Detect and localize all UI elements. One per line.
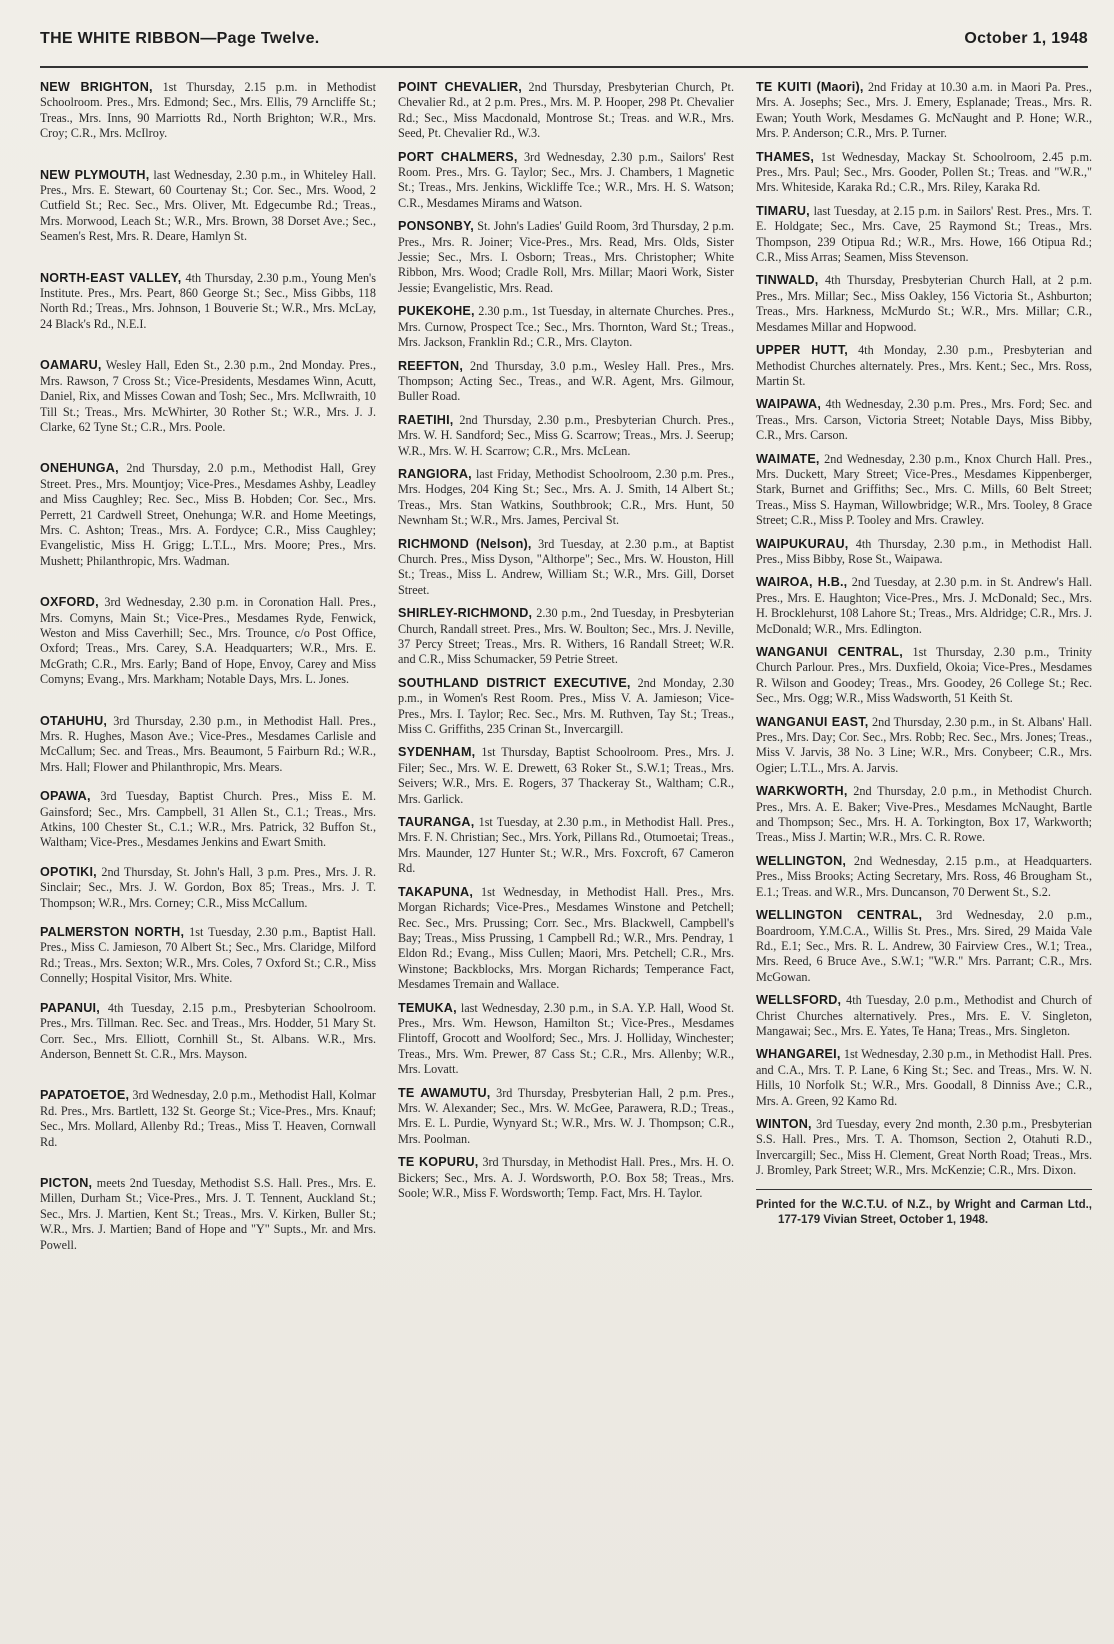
branch-name: OTAHUHU, xyxy=(40,713,108,728)
branch-name: PAPANUI, xyxy=(40,1000,100,1015)
branch-name: WELLINGTON, xyxy=(756,853,847,868)
branch-entry xyxy=(40,1088,376,1150)
branch-entry xyxy=(398,537,734,599)
branch-details: 2nd Thursday, 2.0 p.m., in Methodist Church. Pres., Mrs. A. E. Baker; Vive-Pres., Mesdames McNaught, Bartle and Thompson; Sec., Mrs. H. A. Torkington, Box 17, Warkworth; Treas., Miss J. Martin; W.R., Mrs. C. R. Rowe. xyxy=(756,784,1092,845)
branch-entry xyxy=(40,714,376,776)
branch-entry xyxy=(756,1047,1092,1109)
branch-name: POINT CHEVALIER, xyxy=(398,80,522,94)
branch-entry xyxy=(40,358,376,435)
printer-imprint: Printed for the W.C.T.U. of N.Z., by Wright and Carman Ltd., 177-179 Vivian Street, October 1, 1948. xyxy=(756,1198,1092,1226)
branch-name: TE KUITI (Maori), xyxy=(756,80,864,94)
branch-entry xyxy=(756,715,1092,777)
branch-entry xyxy=(756,150,1092,196)
branch-name: UPPER HUTT, xyxy=(756,343,848,358)
branch-details: 4th Monday, 2.30 p.m., Presbyterian and Methodist Churches alternately. Pres., Mrs. Kent.; Sec., Mrs. Ross, Martin St. xyxy=(756,343,1092,388)
column-1 xyxy=(40,80,376,1636)
branch-details: 2.30 p.m., 2nd Tuesday, in Presbyterian Church, Randall street. Pres., Mrs. W. Boulton; Sec., Mrs. J. Neville, 37 Percy Street; Treas., Mrs. R. Withers, 16 Randall Street; W.R. and C.R., Miss Schumacker, 59 Petrie Street. xyxy=(398,606,734,667)
branch-entry xyxy=(756,645,1092,707)
branch-entry xyxy=(40,1001,376,1063)
branch-entry xyxy=(398,1155,734,1201)
branch-details: 2.30 p.m., 1st Tuesday, in alternate Churches. Pres., Mrs. Curnow, Prospect Tce.; Sec., Mrs. Thornton, Ward St.; Treas., Mrs. Jackson, Franklin Rd.; C.R., Mrs. Clayton. xyxy=(398,304,734,350)
branch-entry xyxy=(398,606,734,668)
branch-name: WAIPUKURAU, xyxy=(756,536,849,551)
branch-entry xyxy=(398,150,734,212)
branch-details: 3rd Wednesday, 2.0 p.m., Methodist Hall, Kolmar Rd. Pres., Mrs. Bartlett, 132 St. George St.; Vice-Pres., Mrs. Knauf; Sec., Mrs. Mollard, Allenby Rd.; Treas., Miss T. Heaven, Cornwall Rd. xyxy=(40,1088,376,1149)
branch-details: last Wednesday, 2.30 p.m., in Whiteley Hall. Pres., Mrs. E. Stewart, 60 Courtenay St.; Cor. Sec., Mrs. Wood, 2 Cutfield St.; Rec. Sec., Mrs. Oliver, Mt. Edgecumbe Rd.; Treas., Mrs. Morwood, Leach St.; W.R., Mrs. Brown, 38 Dorset Ave.; Sec., Seamen's Rest, Mrs. R. Deare, Hamlyn St. xyxy=(40,167,376,244)
branch-details: 1st Wednesday, Mackay St. Schoolroom, 2.45 p.m. Pres., Mrs. Paul; Sec., Mrs. Gooder, Pollen St.; Treas. and "W.R.," Mrs. Whiteside, Karaka Rd.; C.R., Mrs. Riley, Karaka Rd. xyxy=(756,149,1092,195)
branch-name: OPAWA, xyxy=(40,789,91,804)
branch-entry xyxy=(398,815,734,877)
branch-details: Wesley Hall, Eden St., 2.30 p.m., 2nd Monday. Pres., Mrs. Rawson, 7 Cross St.; Vice-Presidents, Mesdames Winn, Acutt, Daniel, Rix, and Misses Cowan and Tosh; Sec., Mrs. McIlwraith, 10 Till St.; Treas., Mrs. McWhirter, 30 Rother St.; W.R., Mrs. J. J. Clarke, 62 Tyne St.; C.R., Mrs. Poole. xyxy=(40,358,376,434)
branch-name: WAIROA, H.B., xyxy=(756,575,848,590)
branch-name: TAKAPUNA, xyxy=(398,884,474,899)
branch-name: NEW BRIGHTON, xyxy=(40,80,153,94)
branch-name: REEFTON, xyxy=(398,358,464,373)
branch-entry xyxy=(398,80,734,142)
branch-details: St. John's Ladies' Guild Room, 3rd Thursday, 2 p.m. Pres., Mrs. R. Joiner; Vice-Pres., Mrs. Read, Mrs. Olds, Sister Jessie; Sec., Mrs. I. Osborn; Treas., Mrs. Christopher; White Ribbon, Mrs. Wood; Cradle Roll, Mrs. Millar; Maori Work, Sister Jessie; Evangelistic, Mrs. Read. xyxy=(398,219,734,295)
branch-details: last Tuesday, at 2.15 p.m. in Sailors' Rest. Pres., Mrs. T. E. Holdgate; Sec., Mrs. Cave, 25 Raymond St.; Treas., Mrs. Thompson, 239 Otipua Rd.; W.R., Mrs. Howe, 166 Otipua Rd.; C.R., Miss Arras; Seamen, Miss Stevenson. xyxy=(756,203,1092,265)
column-3-entries xyxy=(756,80,1092,1179)
branch-name: WANGANUI EAST, xyxy=(756,714,869,729)
branch-entry xyxy=(398,676,734,738)
branch-details: 3rd Thursday, 2.30 p.m., in Methodist Hall. Pres., Mrs. R. Hughes, Mason Ave.; Vice-Pres., Mesdames Carlisle and McCallum; Sec. and Treas., Mrs. Beaumont, 5 Fairburn Rd.; W.R., Mrs. Hall; Flower and Philanthropic, Mrs. Mears. xyxy=(40,713,376,774)
branch-entry xyxy=(398,885,734,993)
branch-entry xyxy=(40,1176,376,1253)
branch-entry xyxy=(398,304,734,350)
branch-details: 2nd Wednesday, 2.15 p.m., at Headquarters. Pres., Miss Brooks; Acting Secretary, Mrs. Ross, 46 Brougham St., E.1.; Treas. and W.R., Mrs. Duncanson, 70 Derwent St., S.2. xyxy=(756,853,1092,899)
branch-name: WELLSFORD, xyxy=(756,993,842,1008)
branch-details: 4th Tuesday, 2.0 p.m., Methodist and Church of Christ Churches alternatively. Pres., Mrs. E. V. Singleton, Mangawai; Sec., Mrs. E. Yates, Te Hana; Treas., Mrs. Singleton. xyxy=(756,993,1092,1038)
branch-details: 1st Tuesday, 2.30 p.m., Baptist Hall. Pres., Miss C. Jamieson, 70 Albert St.; Sec., Mrs. Claridge, Milford Rd.; Treas., Mrs. Sexton; W.R., Mrs. Coles, 7 Oxford St.; C.R., Miss Connelly; Hospital Visitor, Mrs. White. xyxy=(40,925,376,986)
branch-name: RICHMOND (Nelson), xyxy=(398,536,532,551)
branch-details: 1st Thursday, Baptist Schoolroom. Pres., Mrs. J. Filer; Sec., Mrs. W. E. Drewett, 63 Roker St., S.W.1; Treas., Mrs. Seivers; W.R., Mrs. E. Rogers, 37 Thackeray St., Waltham; C.R., Mrs. Garlick. xyxy=(398,745,734,806)
branch-entry xyxy=(40,271,376,333)
branch-name: RAETIHI, xyxy=(398,412,454,427)
branch-name: SHIRLEY-RICHMOND, xyxy=(398,606,533,621)
branch-name: ONEHUNGA, xyxy=(40,461,119,476)
branch-name: OAMARU, xyxy=(40,358,102,373)
branch-name: PALMERSTON NORTH, xyxy=(40,925,185,940)
branch-name: PORT CHALMERS, xyxy=(398,149,518,164)
branch-details: 4th Tuesday, 2.15 p.m., Presbyterian Schoolroom. Pres., Mrs. Tillman. Rec. Sec. and Treas., Mrs. Hodder, 51 Mary St. Corr. Sec., Mrs. Elliott, Cornhill St., St. Albans. W.R., Mrs. Anderson, Bennett St. C.R., Mrs. Mayson. xyxy=(40,1000,376,1061)
branch-name: OXFORD, xyxy=(40,595,99,610)
branch-details: 2nd Thursday, 3.0 p.m., Wesley Hall. Pres., Mrs. Thompson; Acting Sec., Treas., and W.R. Agent, Mrs. Gilmour, Buller Road. xyxy=(398,358,734,404)
branch-details: 3rd Tuesday, Baptist Church. Pres., Miss E. M. Gainsford; Sec., Mrs. Campbell, 31 Allen St., C.1.; Treas., Mrs. Atkins, 100 Chester St., C.1.; W.R., Mrs. Patrick, 32 Buffon St., Waltham; Vice-Pres., Mesdames Jenkins and Ewart Smith. xyxy=(40,789,376,850)
branch-name: OPOTIKI, xyxy=(40,864,97,879)
branch-entry xyxy=(40,80,376,142)
branch-details: 4th Thursday, 2.30 p.m., in Methodist Hall. Pres., Miss Bibby, Rose St., Waipawa. xyxy=(756,536,1092,566)
branch-entry xyxy=(756,537,1092,568)
branch-entry xyxy=(756,784,1092,846)
branch-entry xyxy=(756,993,1092,1039)
branch-name: SYDENHAM, xyxy=(398,745,476,760)
branch-name: NEW PLYMOUTH, xyxy=(40,167,150,182)
branch-entry xyxy=(398,413,734,459)
branch-entry xyxy=(40,865,376,911)
branch-details: 2nd Thursday, 2.30 p.m., in St. Albans' Hall. Pres., Mrs. Day; Cor. Sec., Mrs. Robb; Rec. Sec., Mrs. Jones; Treas., Miss V. Jarvis, 38 No. 3 Line; W.R., Mrs. Conybeer; C.R., Mrs. Ogier; L.T.L., Mrs. A. Jarvis. xyxy=(756,714,1092,775)
branch-details: 2nd Monday, 2.30 p.m., in Women's Rest Room. Pres., Miss V. A. Jamieson; Vice-Pres., Mrs. I. Taylor; Rec. Sec., Mrs. M. Ruthven, Tay St.; Treas., Miss C. Griffiths, 235 Crinan St., Invercargill. xyxy=(398,675,734,737)
header-date: October 1, 1948 xyxy=(964,30,1088,47)
branch-entry xyxy=(756,1117,1092,1179)
branch-name: WAIMATE, xyxy=(756,451,820,466)
branch-details: 4th Thursday, 2.30 p.m., Young Men's Institute. Pres., Mrs. Peart, 860 George St.; Sec., Miss Gibbs, 118 North Rd.; Treas., Mrs. Johnson, 1 Bouverie St.; W.R., Mrs. McLay, 24 Black's Rd., N.E.I. xyxy=(40,270,376,331)
branch-entry xyxy=(40,925,376,987)
branch-entry xyxy=(756,204,1092,266)
branch-details: last Friday, Methodist Schoolroom, 2.30 p.m. Pres., Mrs. Hodges, 204 King St.; Sec., Mrs. A. J. Smith, 14 Albert St.; Treas., Mrs. Stan Watkins, Southbrook; C.R., Mrs. Hunt, 50 Newnham St.; W.R., Mrs. James, Percival St. xyxy=(398,466,734,528)
branch-entry xyxy=(756,273,1092,335)
branch-details: 1st Wednesday, 2.30 p.m., in Methodist Hall. Pres. and C.A., Mrs. T. P. Lane, 6 King St.; Sec. and Treas., Mrs. W. N. Hills, 10 Norfolk St.; W.R., Mrs. Goodall, 8 Dinniss Ave.; C.R., Mrs. A. Green, 92 Kamo Rd. xyxy=(756,1047,1092,1108)
branch-details: 3rd Thursday, in Methodist Hall. Pres., Mrs. H. O. Bickers; Sec., Mrs. A. J. Wordsworth, P.O. Box 58; Treas., Mrs. Soole; W.R., Miss F. Wordsworth; Temp. Fact, Mrs. H. Taylor. xyxy=(398,1155,734,1200)
branch-name: WARKWORTH, xyxy=(756,784,848,799)
branch-name: THAMES, xyxy=(756,149,815,164)
column-2 xyxy=(398,80,734,1636)
branch-details: 2nd Thursday, 2.0 p.m., Methodist Hall, Grey Street. Pres., Mrs. Mountjoy; Vice-Pres., Mesdames Ashby, Leadley and Miss Caughley; Rec. Sec., Miss B. Hobden; Cor. Sec., Mrs. Perrett, 21 Cardwell Street, Onehunga; W.R. and Home Meetings, Mrs. C. Ashton; Treas., Mrs. A. Fordyce; C.R., Miss Caughley; Evangelistic, Miss H. Grigg; L.T.L., Mrs. Moore; Pres., Mrs. Mushett; Philanthropic, Mrs. Wadman. xyxy=(40,461,376,568)
branch-name: WELLINGTON CENTRAL, xyxy=(756,908,923,923)
page-header xyxy=(40,30,1088,54)
branch-entry xyxy=(756,908,1092,985)
column-3 xyxy=(756,80,1092,1636)
branch-name: WANGANUI CENTRAL, xyxy=(756,645,903,659)
branch-entry xyxy=(756,575,1092,637)
branch-name: NORTH-EAST VALLEY, xyxy=(40,270,182,285)
header-title: THE WHITE RIBBON—Page Twelve. xyxy=(40,30,320,47)
branch-details: 1st Wednesday, in Methodist Hall. Pres., Mrs. Morgan Richards; Vice-Pres., Mesdames Winstone and Petchell; Rec. Sec., Mrs. Prussing; Corr. Sec., Mrs. Blackwell, Campbell's Bay; Treas., Miss Prussing, 1 Campbell Rd.; W.R., Mrs. Pendray, 1 Eldon Rd.; Evang., Miss Cullen; Maori, Mrs. Petchell; C.R., Mrs. Winstone; Backblocks, Mrs. Morgan Richards; Temperance Fact, Mesdames Tremain and Wallace. xyxy=(398,884,734,992)
branch-name: TEMUKA, xyxy=(398,1000,457,1015)
branch-name: WAIPAWA, xyxy=(756,397,822,412)
branch-details: 3rd Wednesday, 2.0 p.m., Boardroom, Y.M.C.A., Willis St. Pres., Mrs. Sired, 29 Maida Vale Rd., E.1; Sec., Mrs. R. L. Andrew, 30 Fairview Cres., W.1; Trea., Mrs. Reed, 6 Bruce Ave., S.W.1; "W.R." Mrs. Parrant; C.R., Mrs. McGowan. xyxy=(756,908,1092,984)
branch-name: SOUTHLAND DISTRICT EXECUTIVE, xyxy=(398,675,631,690)
branch-name: TINWALD, xyxy=(756,273,819,288)
branch-entry xyxy=(40,595,376,687)
branch-name: TIMARU, xyxy=(756,203,810,218)
imprint-rule xyxy=(756,1189,1092,1190)
branch-details: 3rd Wednesday, 2.30 p.m. in Coronation Hall. Pres., Mrs. Comyns, Main St.; Vice-Pres., Mesdames Ryde, Fenwick, Weston and Miss Caverhill; Sec., Mrs. Trounce, c/o Post Office, Oxford; Treas., Mrs. Carey, S.A. Headquarters; W.R., Mrs. E. McGrath; C.R., Mrs. Early; Band of Hope, Envoy, Carey and Miss Comyns; Evang., Mrs. Markham; Notable Days, Mrs. L. Jones. xyxy=(40,595,376,687)
branch-name: TAURANGA, xyxy=(398,815,475,830)
branch-entry xyxy=(398,467,734,529)
branch-details: 1st Tuesday, at 2.30 p.m., in Methodist Hall. Pres., Mrs. F. N. Christian; Sec., Mrs. York, Pillans Rd., Otumoetai; Treas., Mrs. Maunder, 127 Hunter St.; W.R., Mrs. Foxcroft, 67 Cameron Rd. xyxy=(398,815,734,876)
branch-entry xyxy=(40,168,376,245)
branch-entry xyxy=(40,789,376,851)
branch-details: 3rd Thursday, Presbyterian Hall, 2 p.m. Pres., Mrs. W. Alexander; Sec., Mrs. W. McGee, Parawera, R.D.; Treas., Mrs. E. L. Purdie, Wynyard St.; W.R., Mrs. W. J. Thompson; C.R., Mrs. Poolman. xyxy=(398,1085,734,1146)
branch-details: 2nd Wednesday, 2.30 p.m., Knox Church Hall. Pres., Mrs. Duckett, Mary Street; Vice-Pres., Mesdames Kippenberger, Stark, Burnet and Griffiths; Sec., Mrs. C. Mills, 60 Belt Street; Treas., Miss S. Hayman, Willowbridge; W.R., Mrs. Tooley, 8 Grace Street; C.R., Miss P. Tooley and Mrs. Crawley. xyxy=(756,451,1092,528)
branch-name: TE AWAMUTU, xyxy=(398,1085,491,1100)
branch-entry xyxy=(756,343,1092,389)
branch-details: 2nd Thursday, Presbyterian Church, Pt. Chevalier Rd., at 2 p.m. Pres., Mrs. M. P. Hooper, 298 Pt. Chevalier Rd.; Sec., Miss Macdonald, Montrose St.; Treas. and W.R., Mrs. Seed, Pt. Chevalier Rd., W.3. xyxy=(398,80,734,141)
branch-entry xyxy=(398,219,734,296)
branch-details: 2nd Tuesday, at 2.30 p.m. in St. Andrew's Hall. Pres., Mrs. E. Haughton; Vice-Pres., Mrs. J. McDonald; Sec., Mrs. H. Brocklehurst, 108 Lahore St.; Treas., Mrs. Aldridge; C.R., Mrs. J. McDonald; W.R., Mrs. Edlington. xyxy=(756,575,1092,636)
branch-name: PAPATOETOE, xyxy=(40,1088,130,1103)
branch-details: 3rd Tuesday, at 2.30 p.m., at Baptist Church. Pres., Miss Dyson, "Althorpe"; Sec., Mrs. W. Houston, Hill St.; Treas., Miss L. Andrew, William St.; W.R., Mrs. Gill, Dorset Street. xyxy=(398,536,734,597)
header-rule xyxy=(40,66,1088,68)
branch-entry xyxy=(756,854,1092,900)
branch-details: last Wednesday, 2.30 p.m., in S.A. Y.P. Hall, Wood St. Pres., Mrs. Wm. Hewson, Hamilton St.; Vice-Pres., Mesdames Flintoff, Grocott and Woolford; Sec., Mrs. J. Holliday, Winchester; Treas., Mrs. Wm. Prewer, 87 Cass St.; C.R., Mrs. Allenby; W.R., Mrs. Lovatt. xyxy=(398,1000,734,1077)
branch-name: WHANGAREI, xyxy=(756,1047,841,1062)
branch-name: RANGIORA, xyxy=(398,466,472,481)
branch-name: PICTON, xyxy=(40,1175,93,1190)
branch-name: WINTON, xyxy=(756,1116,812,1131)
branch-entry xyxy=(756,80,1092,142)
branch-details: 2nd Thursday, 2.30 p.m., Presbyterian Church. Pres., Mrs. W. H. Sandford; Sec., Miss G. Scarrow; Treas., Mrs. J. Seerup; W.R., Mrs. W. H. Scarrow; C.R., Mrs. McLean. xyxy=(398,412,734,458)
branch-entry xyxy=(398,745,734,807)
branch-entry xyxy=(756,397,1092,443)
branch-details: 1st Thursday, 2.15 p.m. in Methodist Schoolroom. Pres., Mrs. Edmond; Sec., Mrs. Ellis, 79 Arncliffe St.; Treas., Mrs. Inns, 90 Marriotts Rd., North Brighton; W.R., Mrs. Croy; C.R., Mrs. McIlroy. xyxy=(40,80,376,141)
branch-entry xyxy=(398,1001,734,1078)
branch-details: 4th Wednesday, 2.30 p.m. Pres., Mrs. Ford; Sec. and Treas., Mrs. Carson, Victoria Street; Notable Days, Miss Bibby, C.R., Mrs. Carson. xyxy=(756,397,1092,443)
directory-columns xyxy=(40,80,1092,1636)
branch-details: 2nd Thursday, St. John's Hall, 3 p.m. Pres., Mrs. J. R. Sinclair; Sec., Mrs. J. W. Gordon, Box 85; Treas., Mrs. J. T. Thompson; W.R., Mrs. Corney; C.R., Miss McCallum. xyxy=(40,864,376,910)
branch-name: TE KOPURU, xyxy=(398,1155,479,1170)
branch-entry xyxy=(398,359,734,405)
branch-details: 3rd Wednesday, 2.30 p.m., Sailors' Rest Room. Pres., Mrs. G. Taylor; Sec., Mrs. J. Chambers, 1 Magnetic St.; Treas., Mrs. Jenkins, Wickliffe Tce.; W.R., Mrs. H. S. Watson; C.R., Mesdames Mirams and Watson. xyxy=(398,149,734,210)
branch-details: 1st Thursday, 2.30 p.m., Trinity Church Parlour. Pres., Mrs. Duxfield, Okoia; Vice-Pres., Mesdames R. Wilson and Goodey; Treas., Mrs. Goodey, 26 College St.; Rec. Sec., Mrs. Ogg; W.R., Miss Wadsworth, 51 Keith St. xyxy=(756,645,1092,706)
branch-entry xyxy=(756,452,1092,529)
branch-details: 2nd Friday at 10.30 a.m. in Maori Pa. Pres., Mrs. A. Josephs; Sec., Mrs. J. Emery, Esplanade; Treas., Mrs. R. Ewan; Youth Work, Mesdames G. McNaught and P. Hone; W.R., Mrs. P. Anderson; C.R., Mrs. P. Turner. xyxy=(756,80,1092,141)
branch-entry xyxy=(398,1086,734,1148)
branch-details: 4th Thursday, Presbyterian Church Hall, at 2 p.m. Pres., Mrs. Millar; Sec., Miss Oakley, 156 Victoria St., Ashburton; Treas., Mrs. Harkness, McMurdo St.; W.R., Mrs. Millar; C.R., Mesdames Millar and Hopwood. xyxy=(756,273,1092,334)
branch-details: 3rd Tuesday, every 2nd month, 2.30 p.m., Presbyterian S.S. Hall. Pres., Mrs. T. A. Thomson, Section 2, Otahuti R.D., Invercargill; Sec., Miss H. Clement, Great North Road; Treas., Mrs. J. Bromley, Park Street; W.R., Mrs. McKenzie; C.R., Mrs. Dixon. xyxy=(756,1116,1092,1178)
branch-entry xyxy=(40,461,376,569)
branch-details: meets 2nd Tuesday, Methodist S.S. Hall. Pres., Mrs. E. Millen, Durham St.; Vice-Pres., Mrs. J. T. Tennent, Auckland St.; Sec., Mrs. J. Martien, Kent St.; Treas., Mrs. V. Kirken, Buller St.; W.R., Mrs. J. Martien; Band of Hope and "Y" Supts., Mr. and Mrs. Powell. xyxy=(40,1175,376,1252)
branch-name: PUKEKOHE, xyxy=(398,304,475,319)
branch-name: PONSONBY, xyxy=(398,219,474,234)
